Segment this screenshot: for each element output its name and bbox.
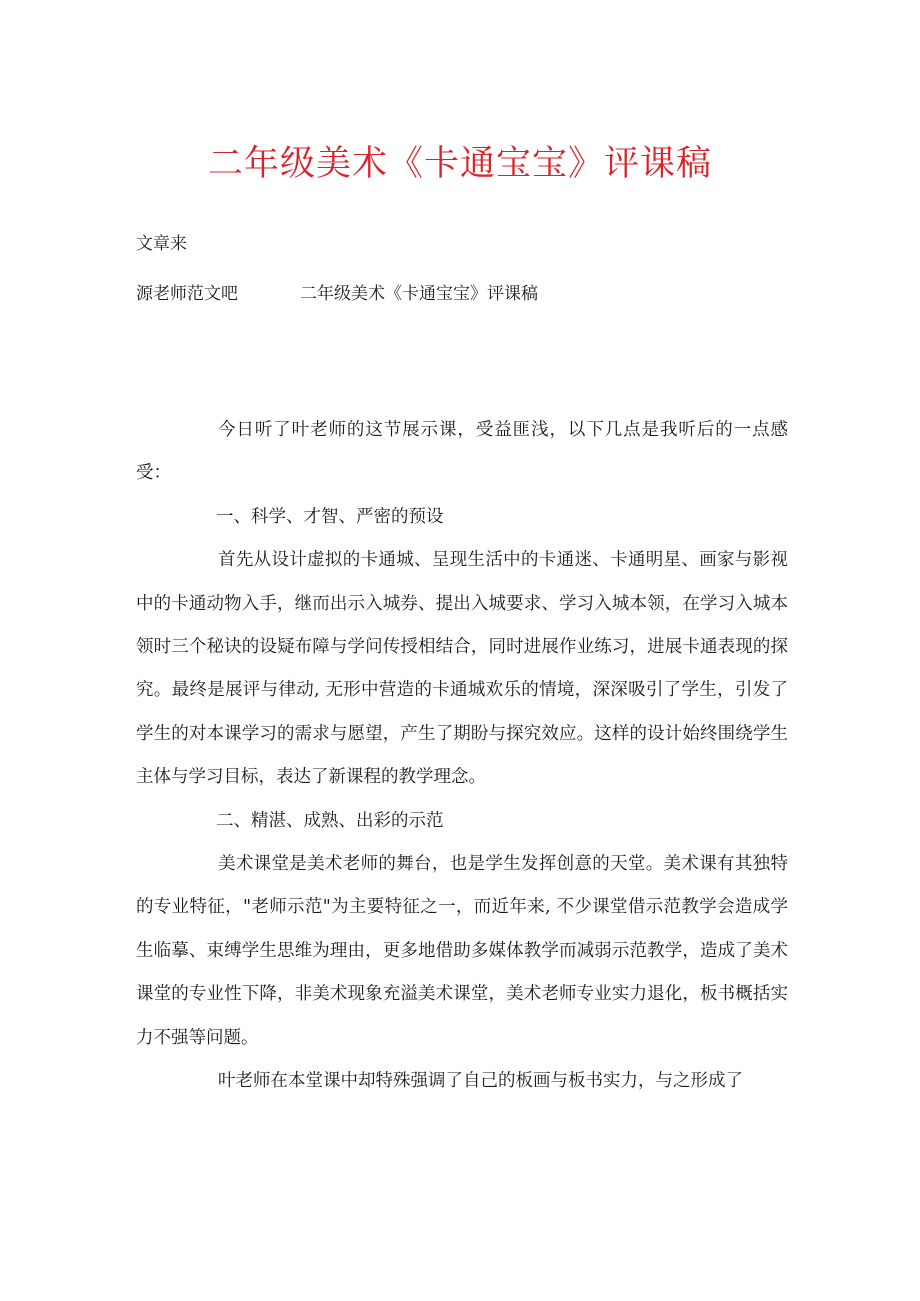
section-heading-1: 一、科学、才智、严密的预设 (216, 506, 444, 527)
source-line-1: 文章来 (136, 234, 187, 254)
source-site-label: 源老师范文吧 (136, 284, 238, 304)
paragraph-section-1: 首先从设计虚拟的卡通城、呈现生活中的卡通迷、卡通明星、画家与影视中的卡通动物入手，继而出示入城券、提出入城要求、学习入城本领，在学习入城本领时三个秘诀的设疑布障与学问传授相结合，同时进展作业练习，进展卡通表现的探究。最终是展评与律动, 无形中营造的卡通城欢乐的情境，深深吸引了学生，引发了学生的对本课学习的需求与愿望，产生了期盼与探究效应。这样的设计始终围绕学生主体与学习目标，表达了新课程的教学理念。 (136, 550, 788, 788)
document-title: 二年级美术《卡通宝宝》评课稿 (207, 144, 712, 184)
source-line-2 (136, 282, 538, 306)
paragraph-continued: 叶老师在本堂课中却特殊强调了自己的板画与板书实力，与之形成了 (218, 1071, 743, 1092)
paragraph-intro: 今日听了叶老师的这节展示课，受益匪浅，以下几点是我听后的一点感受： (136, 420, 788, 484)
section-heading-2: 二、精湛、成熟、出彩的示范 (216, 810, 444, 831)
article-body (136, 409, 788, 1104)
paragraph-section-2: 美术课堂是美术老师的舞台，也是学生发挥创意的天堂。美术课有其独特的专业特征，"老师示范"为主要特征之一，而近年来, 不少课堂借示范教学会造成学生临摹、束缚学生思维为理由，更多地借助多媒体教学而减弱示范教学，造成了美术课堂的专业性下降，非美术现象充溢美术课堂，美术老师专业实力退化，板书概括实力不强等问题。 (136, 854, 788, 1048)
source-article-title: 二年级美术《卡通宝宝》评课稿 (300, 284, 538, 304)
